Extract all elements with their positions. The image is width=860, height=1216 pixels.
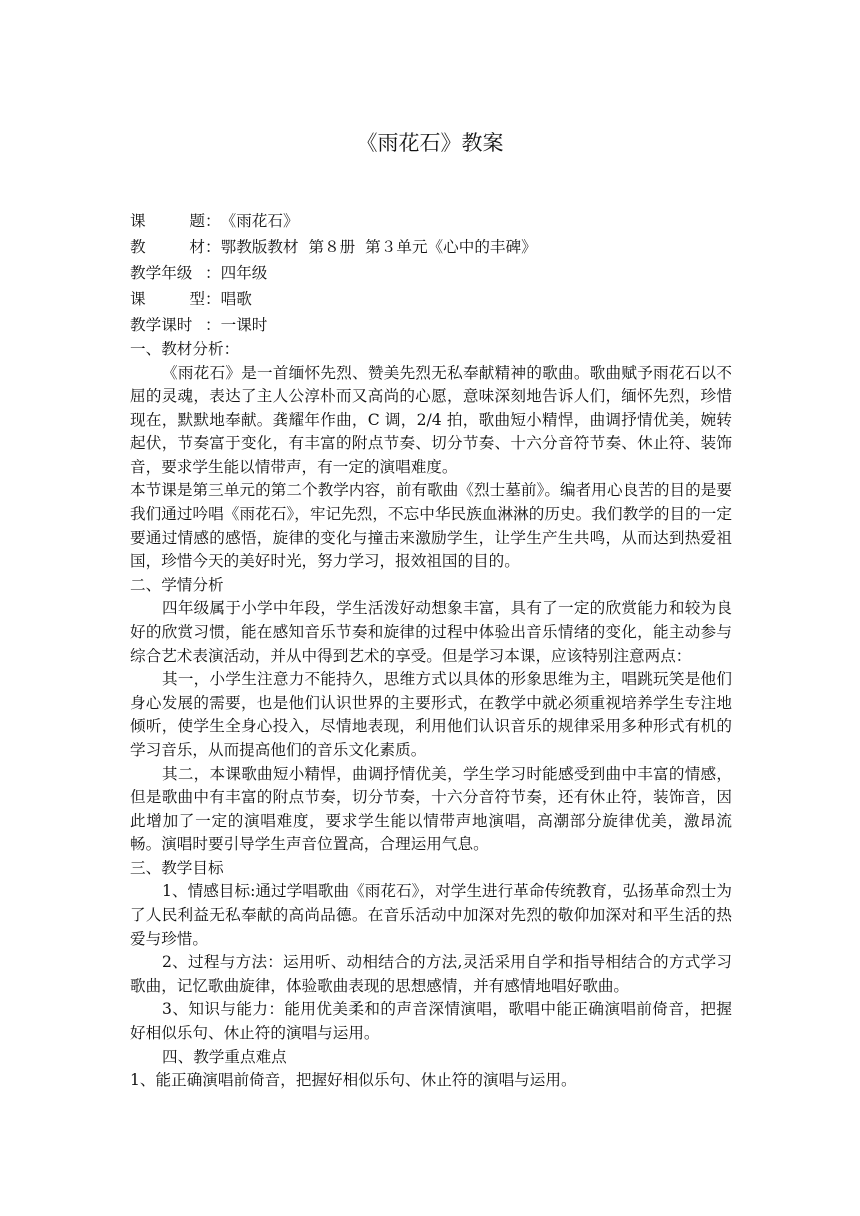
section-heading-teaching-goals: 三、教学目标 [130,858,224,877]
document-body [130,208,732,1093]
meta-subject-label: 课题 [130,212,205,230]
meta-colon: ： [205,290,221,308]
paragraph: 1、能正确演唱前倚音，把握好相似乐句、休止符的演唱与运用。 [130,1071,577,1090]
paragraph: 《雨花石》是一首缅怀先烈、赞美先烈无私奉献精神的歌曲。歌曲赋予雨花石以不屈的灵魂，表达了主人公淳朴而又高尚的心愿，意味深刻地告诉人们，缅怀先烈，珍惜现在，默默地奉献。龚耀年作曲，C 调，2/4 拍，歌曲短小精悍，曲调抒情优美，婉转起伏，节奏富于变化，有丰富的附点节奏、切分节奏、十六分音符节奏、休止符、装饰音，要求学生能以情带声，有一定的演唱难度。 [130,363,732,476]
paragraph: 3、知识与能力：能用优美柔和的声音深情演唱，歌唱中能正确演唱前倚音，把握好相似乐句、休止符的演唱与运用。 [130,1000,732,1042]
paragraph: 1、情感目标:通过学唱歌曲《雨花石》，对学生进行革命传统教育，弘扬革命烈士为了人民利益无私奉献的高尚品德。在音乐活动中加深对先烈的敬仰加深对和平生活的热爱与珍惜。 [130,882,732,948]
paragraph: 其一，小学生注意力不能持久，思维方式以具体的形象思维为主，唱跳玩笑是他们身心发展的需要，也是他们认识世界的主要形式，在教学中就必须重视培养学生专注地倾听，使学生全身心投入，尽情地表现，利用他们认识音乐的规律采用多种形式有机的学习音乐，从而提高他们的音乐文化素质。 [130,670,732,759]
meta-textbook [130,234,732,260]
paragraph: 其二，本课歌曲短小精悍，曲调抒情优美，学生学习时能感受到曲中丰富的情感，但是歌曲中有丰富的附点节奏，切分节奏，十六分音符节奏，还有休止符，装饰音，因此增加了一定的演唱难度，要求学生能以情带声地演唱，高潮部分旋律优美，激昂流畅。演唱时要引导学生声音位置高，合理运用气息。 [130,764,732,854]
meta-grade-label: 教学年级 [130,264,193,282]
meta-lesson-type [130,286,732,312]
meta-subject [130,208,732,234]
paragraph: 本节课是第三单元的第二个教学内容，前有歌曲《烈士墓前》。编者用心良苦的目的是要我们通过吟唱《雨花石》，牢记先烈，不忘中华民族血淋淋的历史。我们教学的目的一定要通过情感的感悟，旋律的变化与撞击来激励学生，让学生产生共鸣，从而达到热爱祖国，珍惜今天的美好时光，努力学习，报效祖国的目的。 [130,481,732,571]
meta-colon: ： [205,212,221,230]
meta-lesson-type-value: 唱歌 [220,290,252,308]
paragraph: 2、过程与方法：运用听、动相结合的方法,灵活采用自学和指导相结合的方式学习歌曲，记忆歌曲旋律，体验歌曲表现的思想感情，并有感情地唱好歌曲。 [130,953,732,995]
meta-grade [130,260,732,286]
meta-subject-value: 《雨花石》 [220,212,299,230]
section-heading-textbook-analysis: 一、教材分析： [130,340,240,358]
meta-colon: ： [205,264,221,282]
meta-lesson-type-label: 课型 [130,290,205,308]
meta-grade-value: 四年级 [220,264,268,282]
section-heading-key-points: 四、教学重点难点 [162,1047,287,1066]
meta-colon: ： [205,238,221,256]
meta-textbook-label: 教材 [130,238,205,256]
document-title: 《雨花石》教案 [356,131,504,155]
meta-periods [130,312,732,338]
meta-textbook-value: 鄂教版教材 第８册 第３单元《心中的丰碑》 [220,238,537,256]
meta-periods-value: 一课时 [220,316,268,334]
section-heading-student-analysis: 二、学情分析 [130,575,224,594]
paragraph: 四年级属于小学中年段，学生活泼好动想象丰富，具有了一定的欣赏能力和较为良好的欣赏习惯，能在感知音乐节奏和旋律的过程中体验出音乐情绪的变化，能主动参与综合艺术表演活动，并从中得到艺术的享受。但是学习本课，应该特别注意两点： [130,599,732,665]
meta-periods-label: 教学课时 [130,316,193,334]
meta-colon: ： [205,316,221,334]
